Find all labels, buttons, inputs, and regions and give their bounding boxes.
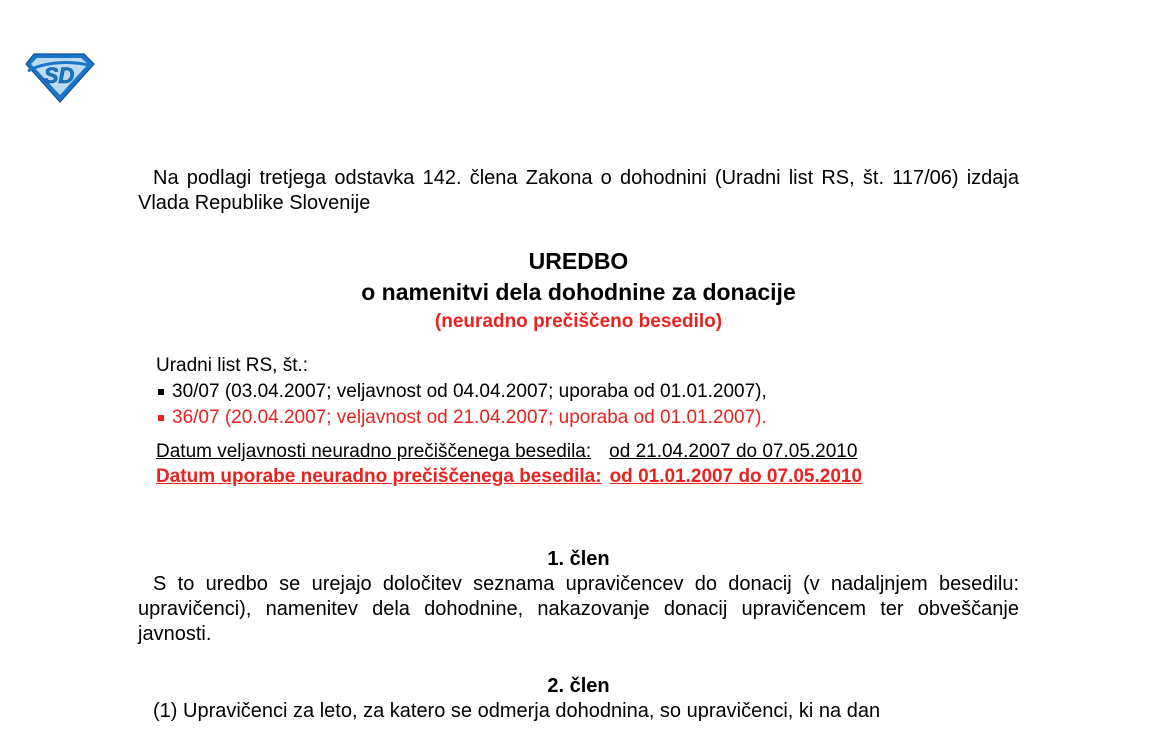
article-1-text: S to uredbo se urejajo določitev seznama upravičencev do donacij (v nadaljnjem besedilu: upravičenci), namenitev dela dohodnine, nakazovanje donacij upravičencem ter obveščanje javnosti. [138, 573, 1019, 645]
logo-text: SD [43, 63, 75, 88]
article-1-title: 1. člen [547, 548, 610, 570]
gazette-heading: Uradni list RS, št.: [156, 355, 309, 376]
document-body [138, 166, 1019, 724]
sd-logo [22, 50, 96, 104]
gazette-item: 36/07 (20.04.2007; veljavnost od 21.04.2007; uporaba od 01.01.2007). [156, 405, 1019, 431]
validity-block [138, 439, 1019, 489]
document-note: (neuradno prečiščeno besedilo) [434, 311, 723, 332]
article-2-text: (1) Upravičenci za leto, za katero se odmerja dohodnina, so upravičenci, ki na dan [153, 700, 881, 722]
application-value: od 01.01.2007 do 07.05.2010 [609, 466, 863, 487]
intro-paragraph: Na podlagi tretjega odstavka 142. člena Zakona o dohodnini (Uradni list RS, št. 117/06) izdaja Vlada Republike Slovenije [138, 167, 1019, 214]
document-subtitle: o namenitvi dela dohodnine za donacije [361, 279, 796, 305]
gazette-item: 30/07 (03.04.2007; veljavnost od 04.04.2007; uporaba od 01.01.2007), [156, 379, 1019, 405]
validity-value: od 21.04.2007 do 07.05.2010 [609, 441, 858, 462]
application-label: Datum uporabe neuradno prečiščenega besedila: [156, 466, 602, 487]
document-title: UREDBO [528, 248, 629, 274]
application-row [156, 464, 1019, 489]
gazette-list [156, 379, 1019, 431]
validity-row [156, 439, 1019, 464]
validity-label: Datum veljavnosti neuradno prečiščenega besedila: [156, 441, 592, 462]
article-2-title: 2. člen [547, 675, 610, 697]
gazette-references [138, 353, 1019, 431]
